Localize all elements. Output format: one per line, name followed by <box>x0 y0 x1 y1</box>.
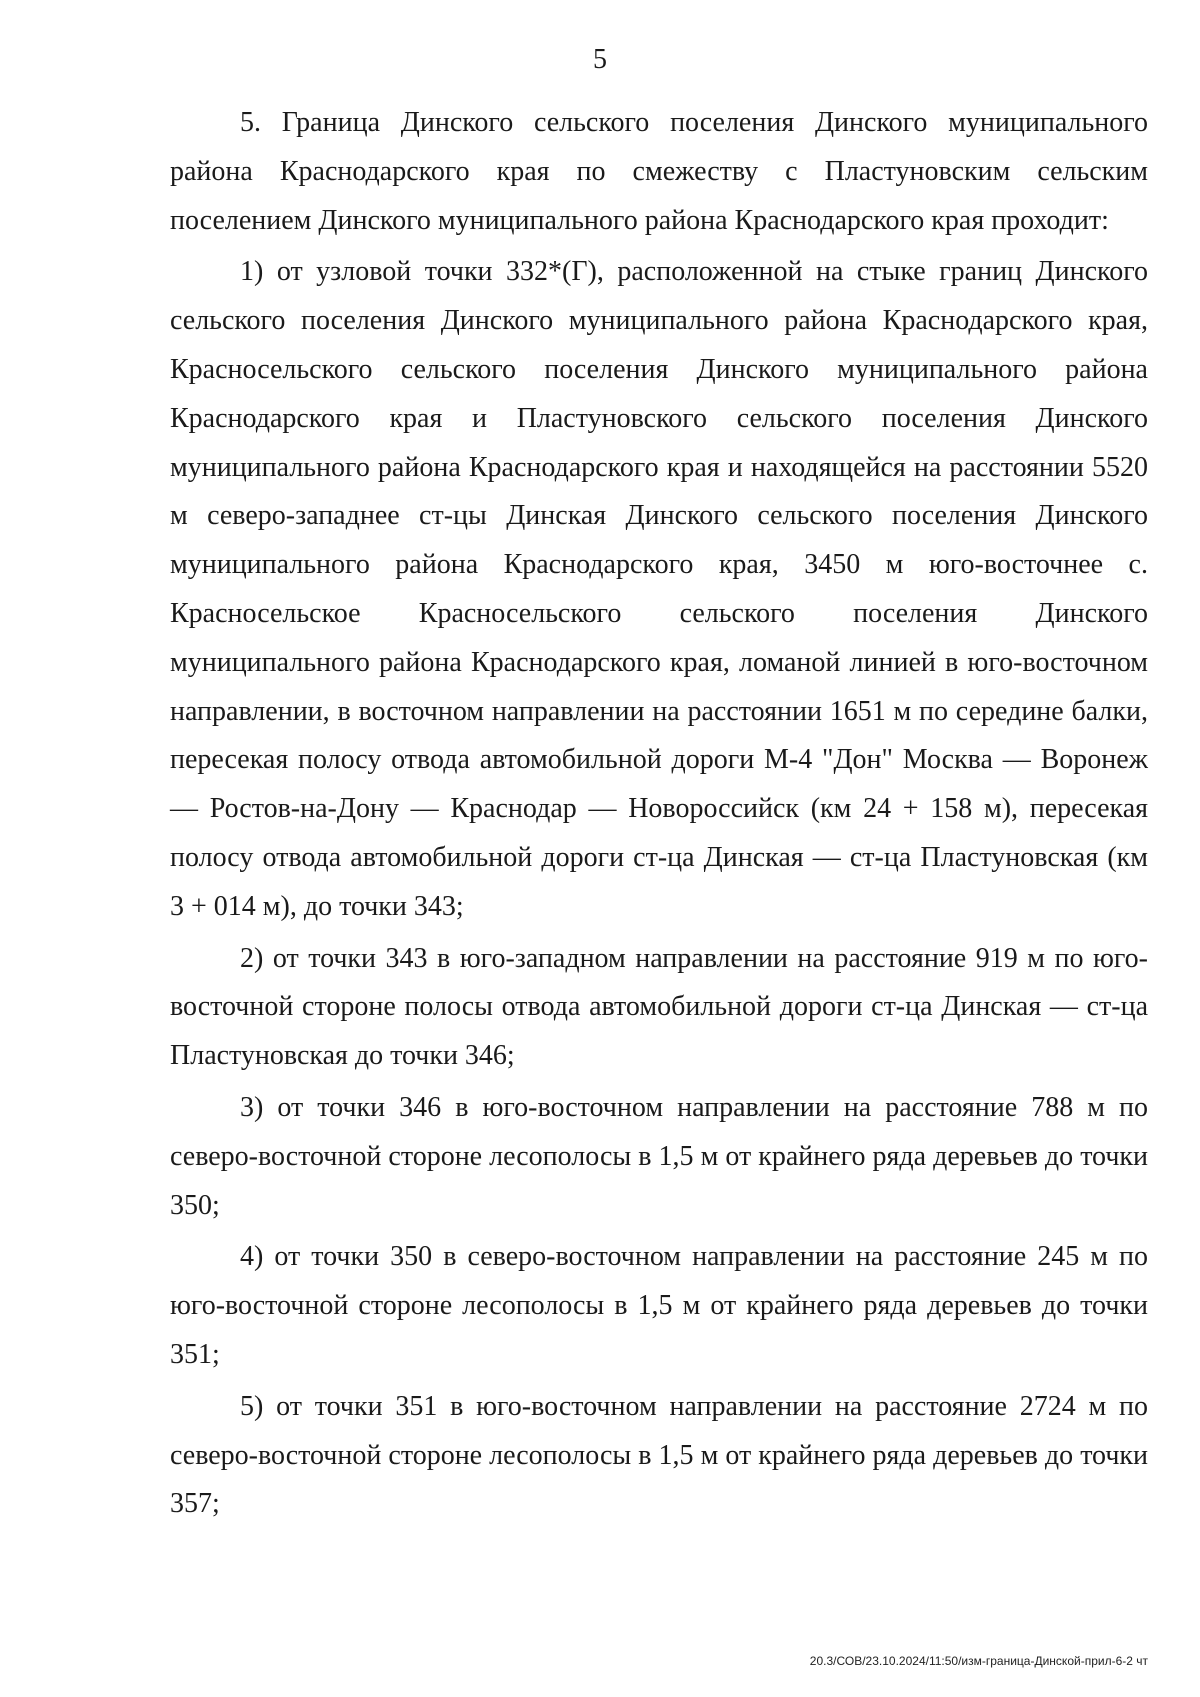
page-number: 5 <box>593 44 607 75</box>
paragraph-item-5: 5) от точки 351 в юго-восточном направлении на расстояние 2724 м по северо-восточной стороне лесополосы в 1,5 м от крайнего ряда деревьев до точки 357; <box>170 1390 1148 1520</box>
paragraph-item-1: 1) от узловой точки 332*(Г), расположенной на стыке границ Динского сельского поселения Динского муниципального района Краснодарского края, Красносельского сельского поселения Динского муниципального района Краснодарского края и Пластуновского сельского поселения Динского муниципального района Краснодарского края и находящейся на расстоянии 5520 м северо-западнее ст-цы Динская Динского сельского поселения Динского муниципального района Краснодарского края, 3450 м юго-восточнее с. Красносельское Красносельского сельского поселения Динского муниципального района Краснодарского края, ломаной линией в юго-восточном направлении, в восточном направлении на расстоянии 1651 м по середине балки, пересекая полосу отвода автомобильной дороги М-4 "Дон" Москва — Воронеж — Ростов-на-Дону — Краснодар — Новороссийск (км 24 + 158 м), пересекая полосу отвода автомобильной дороги ст-ца Динская — ст-ца Пластуновская (км 3 + 014 м), до точки 343; <box>170 256 1148 922</box>
document-body <box>170 99 1148 1532</box>
paragraph-item-3: 3) от точки 346 в юго-восточном направлении на расстояние 788 м по северо-восточной стороне лесополосы в 1,5 м от крайнего ряда деревьев до точки 350; <box>170 1091 1148 1221</box>
paragraph-item-2: 2) от точки 343 в юго-западном направлении на расстояние 919 м по юго-восточной стороне полосы отвода автомобильной дороги ст-ца Динская — ст-ца Пластуновская до точки 346; <box>170 942 1148 1072</box>
paragraph-boundary-intro: 5. Граница Динского сельского поселения Динского муниципального района Краснодарского края по смежеству с Пластуновским сельским поселением Динского муниципального района Краснодарского края проходит: <box>170 107 1148 236</box>
paragraph-item-4: 4) от точки 350 в северо-восточном направлении на расстояние 245 м по юго-восточной стороне лесополосы в 1,5 м от крайнего ряда деревьев до точки 351; <box>170 1241 1148 1370</box>
document-footer-code: 20.3/СОВ/23.10.2024/11:50/изм-граница-Динской-прил-6-2 чт <box>809 1654 1148 1668</box>
